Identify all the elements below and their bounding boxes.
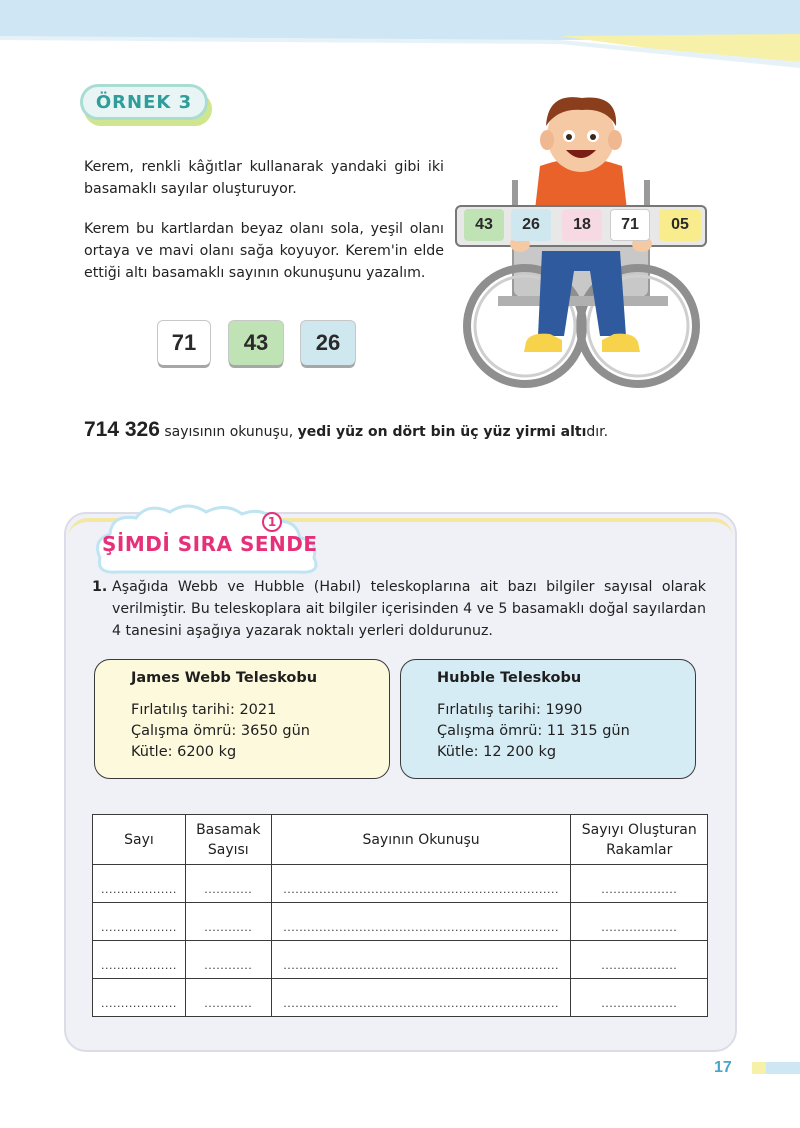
result-number: 714 326 bbox=[84, 418, 160, 441]
result-suffix: dır. bbox=[586, 424, 609, 440]
blank-digit-count[interactable]: ............ bbox=[185, 941, 271, 979]
answer-table bbox=[92, 814, 708, 1017]
table-row bbox=[93, 979, 708, 1017]
header-number: Sayı bbox=[93, 815, 186, 865]
blank-reading[interactable]: ..................................................................... bbox=[271, 903, 571, 941]
header-digits: Sayıyı Oluşturan Rakamlar bbox=[571, 815, 708, 865]
table-row bbox=[93, 903, 708, 941]
blank-number[interactable]: ................... bbox=[93, 941, 186, 979]
strip-card-4: 71 bbox=[610, 209, 650, 241]
strip-card-5: 05 bbox=[659, 209, 701, 241]
hubble-info-box bbox=[400, 659, 696, 779]
webb-info-box bbox=[94, 659, 390, 779]
blank-number[interactable]: ................... bbox=[93, 903, 186, 941]
hubble-launch: Fırlatılış tarihi: 1990 bbox=[437, 702, 583, 718]
card-white: 71 bbox=[158, 321, 210, 365]
example-label: ÖRNEK 3 bbox=[95, 91, 193, 113]
question-text: Aşağıda Webb ve Hubble (Habıl) teleskoplarına ait bazı bilgiler sayısal olarak verilmiştir. Bu teleskoplara ait bilgiler içerisinden 4 ve 5 basamaklı doğal sayılardan 4 tanesini aşağıya yazarak noktalı yerleri doldurunuz. bbox=[112, 579, 706, 639]
hubble-lifetime: Çalışma ömrü: 11 315 gün bbox=[437, 723, 630, 739]
question-number: 1. bbox=[92, 579, 108, 595]
strip-card-2: 26 bbox=[511, 209, 551, 241]
blank-reading[interactable]: ..................................................................... bbox=[271, 979, 571, 1017]
blank-digits[interactable]: ................... bbox=[571, 903, 708, 941]
header-reading: Sayının Okunuşu bbox=[271, 815, 571, 865]
blank-digits[interactable]: ................... bbox=[571, 941, 708, 979]
strip-card-3: 18 bbox=[562, 209, 602, 241]
page-number: 17 bbox=[714, 1059, 732, 1076]
exercise-number-badge: 1 bbox=[262, 512, 282, 532]
card-blue: 26 bbox=[301, 321, 355, 365]
question-1 bbox=[92, 576, 706, 642]
hubble-mass: Kütle: 12 200 kg bbox=[437, 744, 557, 760]
blank-digits[interactable]: ................... bbox=[571, 865, 708, 903]
card-green: 43 bbox=[229, 321, 283, 365]
blank-digits[interactable]: ................... bbox=[571, 979, 708, 1017]
blank-number[interactable]: ................... bbox=[93, 865, 186, 903]
hubble-title: Hubble Teleskobu bbox=[437, 670, 582, 686]
webb-launch: Fırlatılış tarihi: 2021 bbox=[131, 702, 277, 718]
blank-reading[interactable]: ..................................................................... bbox=[271, 941, 571, 979]
strip-card-1: 43 bbox=[464, 209, 504, 241]
result-middle: sayısının okunuşu, bbox=[159, 424, 298, 440]
table-row bbox=[93, 865, 708, 903]
result-reading: yedi yüz on dört bin üç yüz yirmi altı bbox=[297, 424, 587, 440]
table-row bbox=[93, 941, 708, 979]
intro-paragraph-1: Kerem, renkli kâğıtlar kullanarak yandaki gibi iki basamaklı sayılar oluşturuyor. bbox=[84, 159, 444, 197]
webb-mass: Kütle: 6200 kg bbox=[131, 744, 237, 760]
boy-wheelchair-illustration bbox=[450, 96, 710, 396]
webb-lifetime: Çalışma ömrü: 3650 gün bbox=[131, 723, 310, 739]
blank-digit-count[interactable]: ............ bbox=[185, 903, 271, 941]
top-decoration bbox=[0, 0, 800, 95]
blank-digit-count[interactable]: ............ bbox=[185, 979, 271, 1017]
result-sentence bbox=[84, 418, 608, 442]
intro-paragraph-2: Kerem bu kartlardan beyaz olanı sola, yeşil olanı ortaya ve mavi olanı sağa koyuyor. Kerem'in elde ettiği altı basamaklı sayının okunuşunu yazalım. bbox=[84, 221, 444, 281]
blank-digit-count[interactable]: ............ bbox=[185, 865, 271, 903]
page-stripe bbox=[752, 1062, 800, 1074]
table-header-row bbox=[93, 815, 708, 865]
header-digit-count: Basamak Sayısı bbox=[185, 815, 271, 865]
exercise-title: ŞİMDİ SIRA SENDE bbox=[102, 532, 318, 556]
example-badge bbox=[80, 84, 212, 124]
blank-reading[interactable]: ..................................................................... bbox=[271, 865, 571, 903]
blank-number[interactable]: ................... bbox=[93, 979, 186, 1017]
webb-title: James Webb Teleskobu bbox=[131, 670, 318, 686]
